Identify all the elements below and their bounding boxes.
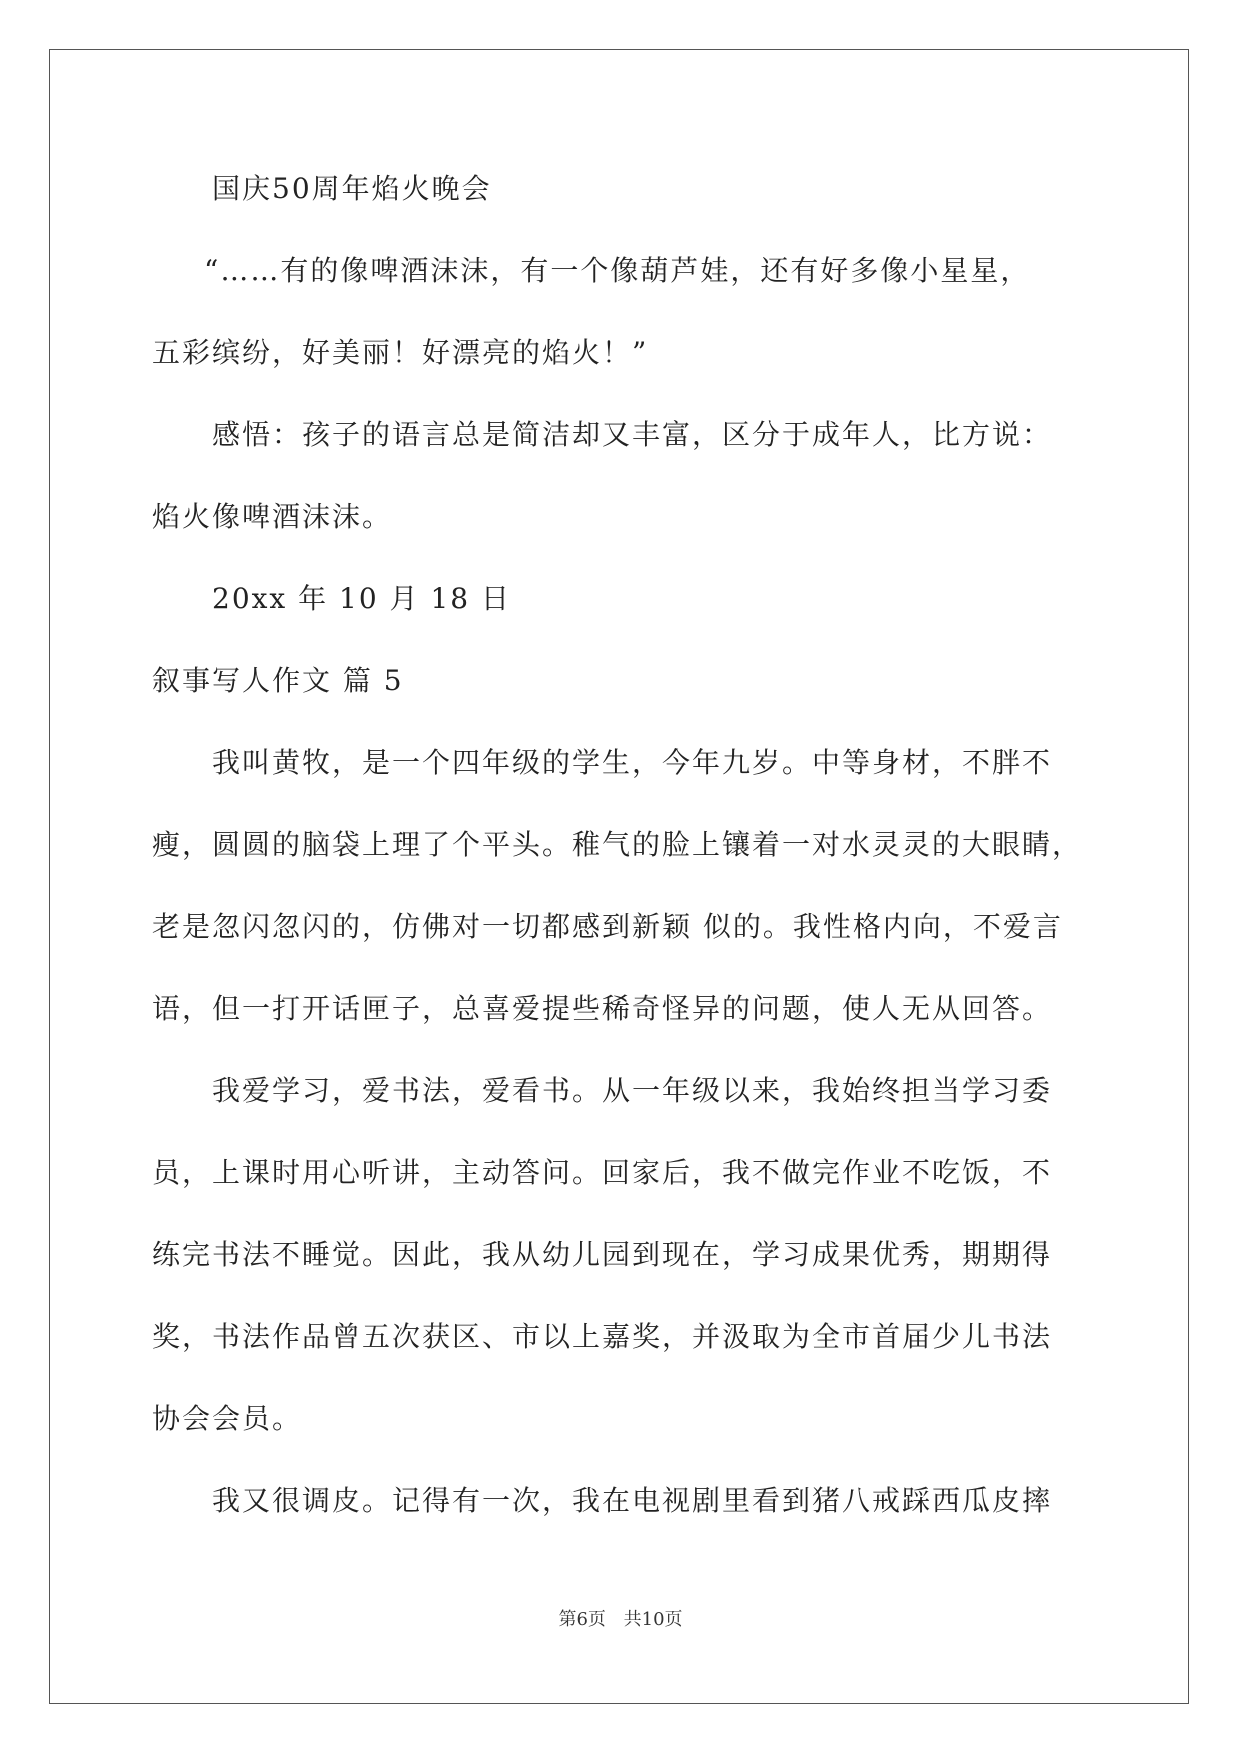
date-line: 20xx 年 10 月 18 日 <box>212 582 511 615</box>
text-line: 感悟：孩子的语言总是简洁却又丰富，区分于成年人，比方说： <box>212 418 1053 451</box>
text-line: “……有的像啤酒沫沫，有一个像葫芦娃，还有好多像小星星， <box>204 254 1031 287</box>
text-line: 我爱学习，爱书法，爱看书。从一年级以来，我始终担当学习委 <box>212 1074 1053 1107</box>
page-footer <box>0 1608 1241 1632</box>
text-line: 协会会员。 <box>152 1402 303 1435</box>
text-line: 我叫黄牧，是一个四年级的学生，今年九岁。中等身材，不胖不 <box>212 746 1053 779</box>
text-line: 国庆50周年焰火晚会 <box>212 172 492 205</box>
text-line: 语，但一打开话匣子，总喜爱提些稀奇怪异的问题，使人无从回答。 <box>152 992 1053 1025</box>
page-number-current: 第6页 <box>558 1609 606 1630</box>
text-line: 瘦，圆圆的脑袋上理了个平头。稚气的脸上镶着一对水灵灵的大眼睛， <box>152 828 1083 861</box>
text-line: 老是忽闪忽闪的，仿佛对一切都感到新颖 似的。我性格内向，不爱言 <box>152 910 1063 943</box>
text-line: 我又很调皮。记得有一次，我在电视剧里看到猪八戒踩西瓜皮摔 <box>212 1484 1053 1517</box>
text-line: 奖，书法作品曾五次获区、市以上嘉奖，并汲取为全市首届少儿书法 <box>152 1320 1053 1353</box>
text-line: 焰火像啤酒沫沫。 <box>152 500 393 533</box>
section-heading: 叙事写人作文 篇 5 <box>152 664 404 697</box>
page-border <box>49 49 1189 1704</box>
page-number-total: 共10页 <box>623 1609 683 1630</box>
text-line: 练完书法不睡觉。因此，我从幼儿园到现在，学习成果优秀，期期得 <box>152 1238 1053 1271</box>
text-line: 员，上课时用心听讲，主动答问。回家后，我不做完作业不吃饭，不 <box>152 1156 1053 1189</box>
text-line: 五彩缤纷，好美丽！好漂亮的焰火！” <box>152 336 649 369</box>
